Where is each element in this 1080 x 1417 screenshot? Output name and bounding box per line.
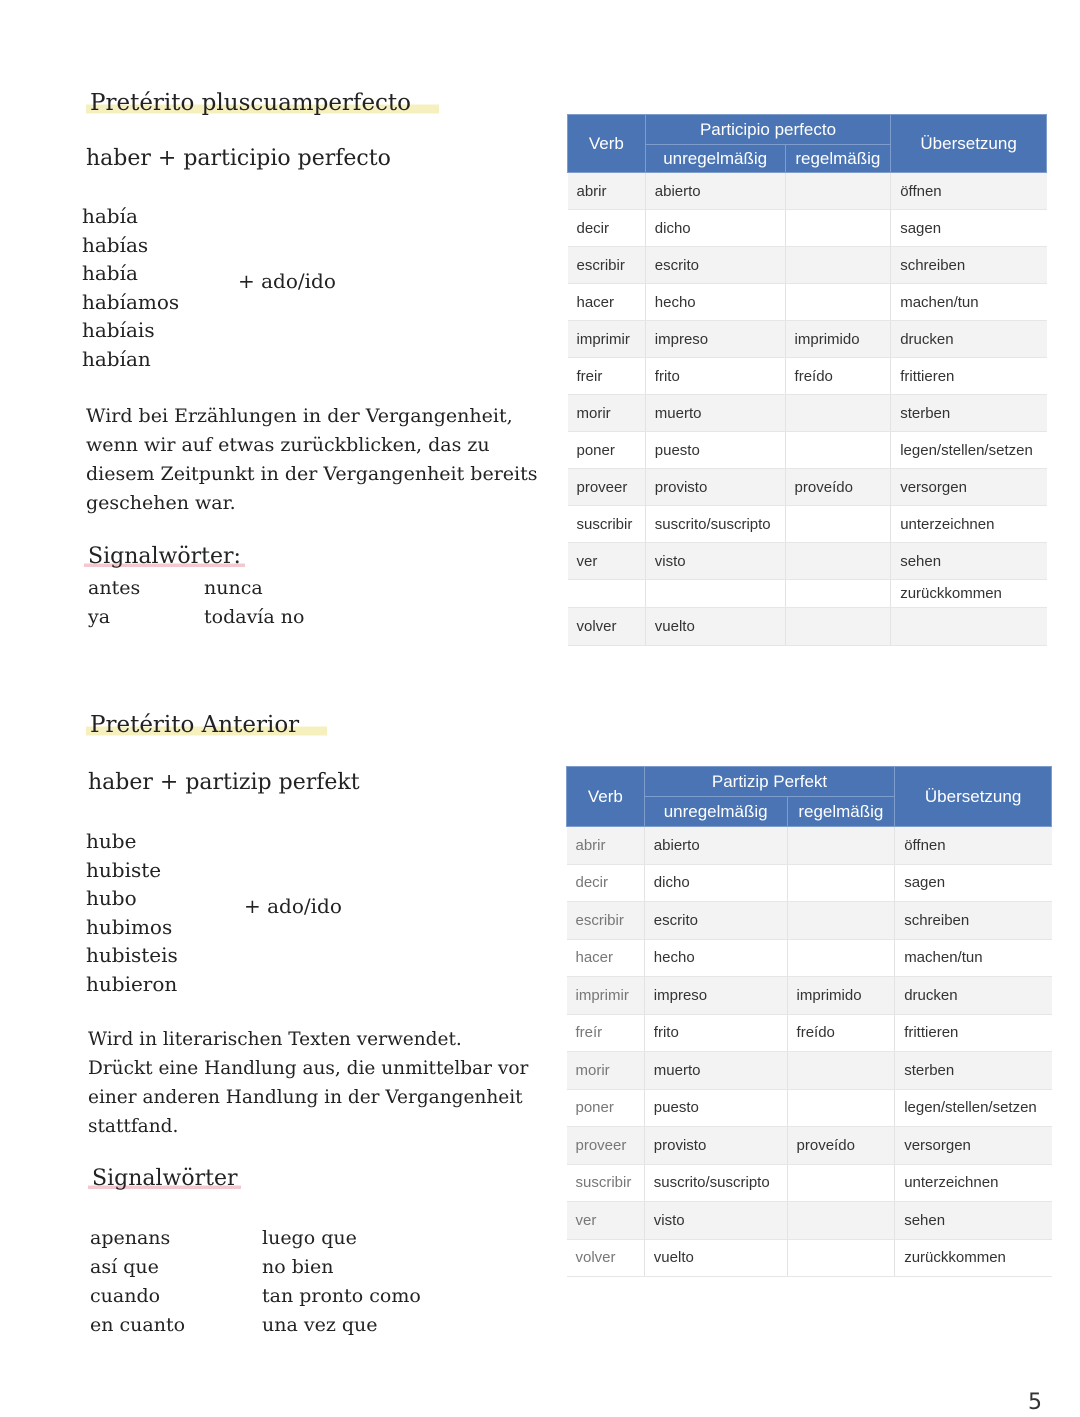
header-regular: regelmäßig (785, 145, 891, 173)
signal-word: antes (88, 577, 141, 599)
cell-translation: legen/stellen/setzen (891, 432, 1047, 469)
signal-word: todavía no (204, 606, 305, 628)
cell-regular (787, 827, 895, 865)
cell-translation: unterzeichnen (891, 506, 1047, 543)
table-row (568, 543, 1047, 580)
cell-regular (787, 1164, 895, 1202)
cell-regular: proveído (787, 1127, 895, 1165)
signal-word: una vez que (262, 1314, 378, 1336)
header-verb: Verb (568, 115, 646, 173)
section2-signal-left (90, 1224, 185, 1340)
table-row (567, 1127, 1052, 1165)
cell-irregular: vuelto (644, 1239, 787, 1277)
cell-translation: machen/tun (895, 939, 1052, 977)
table-row (567, 1164, 1052, 1202)
cell-verb: poner (568, 432, 646, 469)
cell-translation: sagen (891, 210, 1047, 247)
cell-regular: freído (787, 1014, 895, 1052)
cell-verb: imprimir (568, 321, 646, 358)
table-row (568, 247, 1047, 284)
section1-formula: haber + participio perfecto (86, 146, 391, 171)
cell-regular (785, 247, 891, 284)
signal-word: tan pronto como (262, 1285, 421, 1307)
header-irregular: unregelmäßig (644, 797, 787, 827)
cell-verb: decir (568, 210, 646, 247)
cell-translation: frittieren (895, 1014, 1052, 1052)
signal-word: apenans (90, 1227, 171, 1249)
header-irregular: unregelmäßig (645, 145, 785, 173)
conjugation-form: habían (82, 346, 151, 371)
section2-formula: haber + partizip perfekt (88, 770, 360, 795)
header-verb: Verb (567, 767, 645, 827)
cell-irregular: puesto (645, 432, 785, 469)
cell-regular (785, 506, 891, 543)
cell-verb: decir (567, 864, 645, 902)
section1-signal-left (88, 574, 140, 632)
participle-table-1 (567, 114, 1047, 646)
section1-ending: + ado/ido (238, 269, 336, 293)
conjugation-form: había (82, 204, 138, 228)
conjugation-form: habías (82, 232, 149, 257)
cell-irregular: abierto (644, 827, 787, 865)
cell-irregular: puesto (644, 1089, 787, 1127)
cell-translation: sagen (895, 864, 1052, 902)
signal-word: en cuanto (90, 1314, 186, 1336)
cell-translation: drucken (895, 977, 1052, 1015)
description-line: geschehen war. (86, 492, 236, 514)
cell-verb: poner (567, 1089, 645, 1127)
table-row (568, 173, 1047, 210)
description-line: Wird bei Erzählungen in der Vergangenheit, (86, 405, 513, 427)
cell-translation: frittieren (891, 358, 1047, 395)
cell-translation: schreiben (895, 902, 1052, 940)
table-row (568, 210, 1047, 247)
cell-irregular: muerto (644, 1052, 787, 1090)
cell-verb: morir (568, 395, 646, 432)
section2-signal-title: Signalwörter (88, 1166, 241, 1191)
conjugation-form: había (82, 261, 138, 285)
cell-regular (785, 173, 891, 210)
cell-irregular: frito (645, 358, 785, 395)
header-regular: regelmäßig (787, 797, 895, 827)
cell-translation: drucken (891, 321, 1047, 358)
signal-word: no bien (262, 1256, 334, 1278)
cell-regular (785, 608, 891, 646)
section1-signal-right (204, 574, 304, 632)
section1-title: Pretérito pluscuamperfecto (86, 90, 439, 116)
cell-irregular: escrito (644, 902, 787, 940)
conjugation-form: hubimos (86, 914, 173, 939)
cell-verb: ver (567, 1202, 645, 1240)
section1-forms (82, 202, 179, 373)
cell-regular: freído (785, 358, 891, 395)
cell-irregular: dicho (644, 864, 787, 902)
cell-translation: legen/stellen/setzen (895, 1089, 1052, 1127)
cell-irregular: provisto (645, 469, 785, 506)
cell-irregular: impreso (644, 977, 787, 1015)
cell-irregular (645, 580, 785, 608)
cell-irregular: suscrito/suscripto (645, 506, 785, 543)
description-line: wenn wir auf etwas zurückblicken, das zu (86, 434, 490, 456)
header-translation: Übersetzung (895, 767, 1052, 827)
cell-translation: öffnen (895, 827, 1052, 865)
cell-irregular: vuelto (645, 608, 785, 646)
cell-irregular: suscrito/suscripto (644, 1164, 787, 1202)
cell-verb: escribir (568, 247, 646, 284)
cell-translation: sehen (891, 543, 1047, 580)
header-translation: Übersetzung (891, 115, 1047, 173)
table-row (567, 1052, 1052, 1090)
table-row (567, 902, 1052, 940)
cell-verb: volver (568, 608, 646, 646)
cell-translation: zurückkommen (891, 580, 1047, 608)
cell-regular (785, 284, 891, 321)
conjugation-form: hubieron (86, 971, 178, 996)
header-participle: Partizip Perfekt (644, 767, 894, 797)
cell-translation (891, 608, 1047, 646)
signal-word: nunca (204, 577, 263, 599)
table-row (567, 977, 1052, 1015)
table-row (567, 1014, 1052, 1052)
cell-verb: hacer (567, 939, 645, 977)
cell-translation: sterben (895, 1052, 1052, 1090)
cell-verb: proveer (567, 1127, 645, 1165)
cell-translation: schreiben (891, 247, 1047, 284)
cell-verb: volver (567, 1239, 645, 1277)
cell-translation: sterben (891, 395, 1047, 432)
conjugation-form: hubo (86, 886, 137, 910)
cell-regular (787, 939, 895, 977)
conjugation-form: habíamos (82, 289, 180, 314)
table-row (568, 321, 1047, 358)
cell-regular (787, 864, 895, 902)
table-row (567, 864, 1052, 902)
cell-verb: escribir (567, 902, 645, 940)
cell-verb: morir (567, 1052, 645, 1090)
cell-verb: abrir (568, 173, 646, 210)
table-row (568, 608, 1047, 646)
cell-translation: zurückkommen (895, 1239, 1052, 1277)
section1-description (86, 402, 538, 518)
cell-regular (785, 580, 891, 608)
cell-regular (785, 543, 891, 580)
cell-irregular: dicho (645, 210, 785, 247)
participle-table-2 (566, 766, 1052, 1277)
cell-translation: sehen (895, 1202, 1052, 1240)
cell-regular (787, 1089, 895, 1127)
table-row (567, 939, 1052, 977)
cell-regular (787, 1202, 895, 1240)
header-participle: Participio perfecto (645, 115, 890, 145)
signal-word: así que (90, 1256, 159, 1278)
section2-ending: + ado/ido (244, 894, 342, 918)
cell-irregular: muerto (645, 395, 785, 432)
cell-translation: öffnen (891, 173, 1047, 210)
cell-translation: versorgen (891, 469, 1047, 506)
conjugation-form: habíais (82, 318, 155, 342)
cell-regular (787, 1239, 895, 1277)
cell-irregular: hecho (645, 284, 785, 321)
cell-irregular: hecho (644, 939, 787, 977)
cell-translation: versorgen (895, 1127, 1052, 1165)
table-row (568, 506, 1047, 543)
cell-regular (787, 902, 895, 940)
cell-regular: proveído (785, 469, 891, 506)
signal-word: ya (88, 606, 111, 628)
signal-word: cuando (90, 1285, 161, 1307)
cell-translation: unterzeichnen (895, 1164, 1052, 1202)
signal-word: luego que (262, 1227, 357, 1249)
cell-verb: hacer (568, 284, 646, 321)
description-line: stattfand. (88, 1116, 179, 1137)
table-row (567, 827, 1052, 865)
cell-irregular: provisto (644, 1127, 787, 1165)
table-row (568, 432, 1047, 469)
cell-irregular: visto (644, 1202, 787, 1240)
table-row (567, 1239, 1052, 1277)
table-row (568, 284, 1047, 321)
section2-description (88, 1025, 528, 1141)
table-row (568, 395, 1047, 432)
table-row (567, 1202, 1052, 1240)
cell-verb: proveer (568, 469, 646, 506)
description-line: Drückt eine Handlung aus, die unmittelbar vor (88, 1058, 529, 1079)
conjugation-form: hube (86, 829, 137, 853)
cell-translation: machen/tun (891, 284, 1047, 321)
section2-forms (86, 827, 178, 998)
cell-regular (785, 210, 891, 247)
table-row (568, 358, 1047, 395)
cell-verb: freir (568, 358, 646, 395)
cell-irregular: abierto (645, 173, 785, 210)
section2-title: Pretérito Anterior (86, 712, 327, 738)
cell-verb: suscribir (567, 1164, 645, 1202)
cell-verb (568, 580, 646, 608)
page-number: 5 (1028, 1390, 1042, 1415)
cell-verb: freír (567, 1014, 645, 1052)
cell-regular (785, 395, 891, 432)
cell-regular: imprimido (785, 321, 891, 358)
description-line: Wird in literarischen Texten verwendet. (88, 1029, 462, 1050)
conjugation-form: hubiste (86, 857, 162, 882)
section2-signal-right (262, 1224, 421, 1340)
cell-verb: abrir (567, 827, 645, 865)
cell-regular: imprimido (787, 977, 895, 1015)
conjugation-form: hubisteis (86, 943, 178, 967)
cell-regular (787, 1052, 895, 1090)
cell-regular (785, 432, 891, 469)
cell-irregular: frito (644, 1014, 787, 1052)
section1-signal-title: Signalwörter: (84, 544, 245, 569)
cell-irregular: visto (645, 543, 785, 580)
description-line: diesem Zeitpunkt in der Vergangenheit bereits (86, 463, 538, 485)
cell-verb: suscribir (568, 506, 646, 543)
table-row (568, 469, 1047, 506)
description-line: einer anderen Handlung in der Vergangenheit (88, 1087, 523, 1108)
cell-irregular: impreso (645, 321, 785, 358)
cell-verb: imprimir (567, 977, 645, 1015)
table-row (568, 580, 1047, 608)
table-row (567, 1089, 1052, 1127)
cell-irregular: escrito (645, 247, 785, 284)
cell-verb: ver (568, 543, 646, 580)
